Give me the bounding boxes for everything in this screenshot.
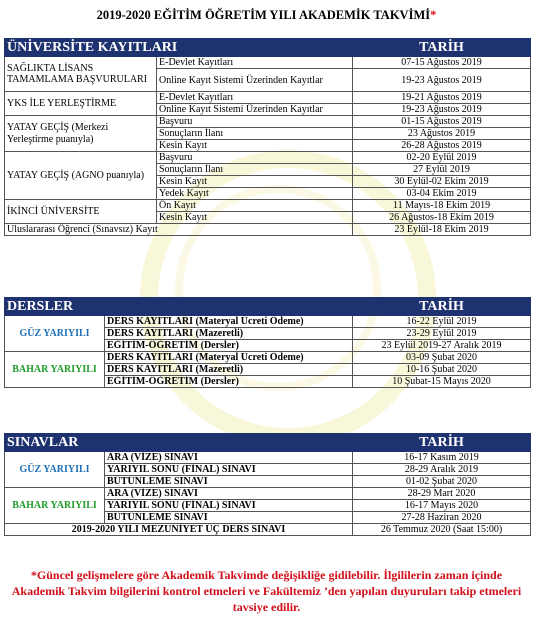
semester-fall: GÜZ YARIYILI xyxy=(5,316,105,352)
table-row xyxy=(5,316,531,328)
row-label: DERS KAYITLARI (Mazeretli) xyxy=(105,328,353,340)
semester-spring: BAHAR YARIYILI xyxy=(5,488,105,524)
row-label: BÜTÜNLEME SINAVI xyxy=(105,476,353,488)
row-date: 03-04 Ekim 2019 xyxy=(353,188,531,200)
row-date: 16-17 Kasım 2019 xyxy=(353,452,531,464)
row-date: 03-09 Şubat 2020 xyxy=(353,352,531,364)
row-date: 11 Mayıs-18 Ekim 2019 xyxy=(353,200,531,212)
group-name: YKS İLE YERLEŞTİRME xyxy=(5,92,157,116)
row-label: ARA (VİZE) SINAVI xyxy=(105,452,353,464)
table-row xyxy=(5,224,531,236)
registration-header: ÜNİVERSİTE KAYITLARI xyxy=(5,39,353,57)
row-label: DERS KAYITLARI (Materyal Ücreti Ödeme) xyxy=(105,316,353,328)
row-date: 10 Şubat-15 Mayıs 2020 xyxy=(353,376,531,388)
registration-header-row xyxy=(5,39,531,57)
courses-header-row xyxy=(5,298,531,316)
page-title: 2019-2020 EĞİTİM ÖĞRETİM YILI AKADEMİK TAKVİMİ* xyxy=(96,8,437,22)
group-name: YATAY GEÇİŞ (Merkezi Yerleştirme puanıyla) xyxy=(5,116,157,152)
table-row xyxy=(5,116,531,128)
row-date: 28-29 Mart 2020 xyxy=(353,488,531,500)
row-label: Ön Kayıt xyxy=(157,200,353,212)
row-date: 23-29 Eylül 2019 xyxy=(353,328,531,340)
row-label: YARIYIL SONU (FİNAL) SINAVI xyxy=(105,500,353,512)
row-date: 28-29 Aralık 2019 xyxy=(353,464,531,476)
table-row xyxy=(5,92,531,104)
row-label: ARA (VİZE) SINAVI xyxy=(105,488,353,500)
row-date: 23 Ağustos 2019 xyxy=(353,128,531,140)
group-name: YATAY GEÇİŞ (AGNO puanıyla) xyxy=(5,152,157,200)
courses-table xyxy=(4,297,531,388)
exams-header-row xyxy=(5,434,531,452)
row-date: 23 Eylül 2019-27 Aralık 2019 xyxy=(353,340,531,352)
date-header: TARİH xyxy=(353,39,531,57)
table-row xyxy=(5,452,531,464)
row-date: 16-17 Mayıs 2020 xyxy=(353,500,531,512)
intl-date: 23 Eylül-18 Ekim 2019 xyxy=(353,224,531,236)
row-label: Başvuru xyxy=(157,116,353,128)
row-label: E-Devlet Kayıtları xyxy=(157,92,353,104)
row-label: Kesin Kayıt xyxy=(157,176,353,188)
table-row xyxy=(5,488,531,500)
row-date: 10-16 Şubat 2020 xyxy=(353,364,531,376)
graduation-exam-label: 2019-2020 YILI MEZUNİYET ÜÇ DERS SINAVI xyxy=(5,524,353,536)
row-label: YARIYIL SONU (FİNAL) SINAVI xyxy=(105,464,353,476)
group-name: SAĞLIKTA LİSANS TAMAMLAMA BAŞVURULARI xyxy=(5,57,157,92)
graduation-exam-date: 26 Temmuz 2020 (Saat 15:00) xyxy=(353,524,531,536)
exams-header: SINAVLAR xyxy=(5,434,353,452)
row-date: 19-23 Ağustos 2019 xyxy=(353,104,531,116)
date-header: TARİH xyxy=(353,434,531,452)
row-date: 30 Eylül-02 Ekim 2019 xyxy=(353,176,531,188)
table-row xyxy=(5,152,531,164)
date-header: TARİH xyxy=(353,298,531,316)
row-date: 01-15 Ağustos 2019 xyxy=(353,116,531,128)
row-label: Yedek Kayıt xyxy=(157,188,353,200)
row-label: Online Kayıt Sistemi Üzerinden Kayıtlar xyxy=(157,69,353,92)
row-label: DERS KAYITLARI (Materyal Ücreti Ödeme) xyxy=(105,352,353,364)
courses-header: DERSLER xyxy=(5,298,353,316)
row-date: 19-23 Ağustos 2019 xyxy=(353,69,531,92)
row-date: 02-20 Eylül 2019 xyxy=(353,152,531,164)
row-date: 27 Eylül 2019 xyxy=(353,164,531,176)
table-row xyxy=(5,200,531,212)
row-date: 01-02 Şubat 2020 xyxy=(353,476,531,488)
row-label: Başvuru xyxy=(157,152,353,164)
row-date: 26-28 Ağustos 2019 xyxy=(353,140,531,152)
table-row xyxy=(5,352,531,364)
row-label: EĞİTİM-ÖĞRETİM (Dersler) xyxy=(105,340,353,352)
row-label: EĞİTİM-ÖĞRETİM (Dersler) xyxy=(105,376,353,388)
row-label: Sonuçların İlanı xyxy=(157,164,353,176)
registration-table xyxy=(4,38,531,236)
row-label: Online Kayıt Sistemi Üzerinden Kayıtlar xyxy=(157,104,353,116)
row-label: E-Devlet Kayıtları xyxy=(157,57,353,69)
row-date: 19-21 Ağustos 2019 xyxy=(353,92,531,104)
table-row xyxy=(5,524,531,536)
row-date: 07-15 Ağustos 2019 xyxy=(353,57,531,69)
group-name: İKİNCİ ÜNİVERSİTE xyxy=(5,200,157,224)
row-date: 26 Ağustos-18 Ekim 2019 xyxy=(353,212,531,224)
row-label: DERS KAYITLARI (Mazeretli) xyxy=(105,364,353,376)
semester-spring: BAHAR YARIYILI xyxy=(5,352,105,388)
intl-label: Uluslararası Öğrenci (Sınavsız) Kayıt xyxy=(5,224,353,236)
disclaimer-note: *Güncel gelişmelere göre Akademik Takvimde değişikliğe gidilebilir. İlgililerin zaman içinde Akademik Takvim bilgilerini kontrol etmeleri ve Fakültemiz ’den yapılan duyuruları takip etmeleri tavsiye edilir. xyxy=(11,568,522,614)
row-label: Sonuçların İlanı xyxy=(157,128,353,140)
row-label: Kesin Kayıt xyxy=(157,212,353,224)
exams-table xyxy=(4,433,531,536)
table-row xyxy=(5,57,531,69)
row-date: 16-22 Eylül 2019 xyxy=(353,316,531,328)
row-label: Kesin Kayıt xyxy=(157,140,353,152)
semester-fall: GÜZ YARIYILI xyxy=(5,452,105,488)
row-label: BÜTÜNLEME SINAVI xyxy=(105,512,353,524)
row-date: 27-28 Haziran 2020 xyxy=(353,512,531,524)
